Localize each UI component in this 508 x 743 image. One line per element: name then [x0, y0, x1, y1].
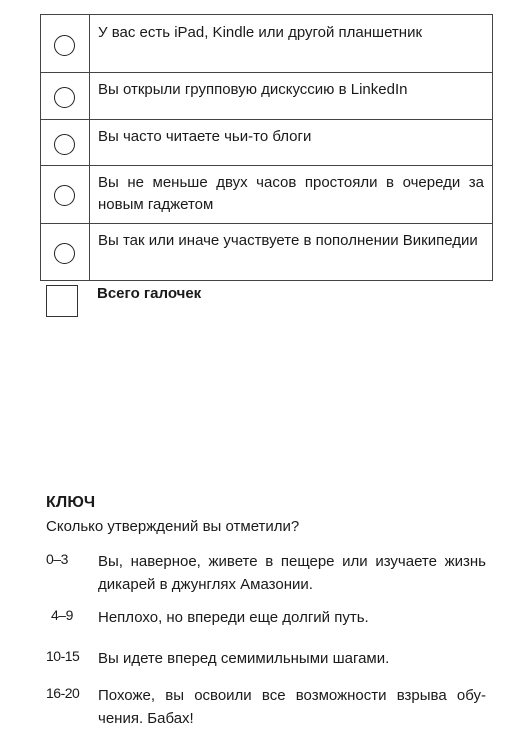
key-range-row — [46, 550, 486, 596]
checkbox-cell — [41, 166, 90, 223]
key-range-label: 16-20 — [46, 685, 80, 701]
checklist-item-text: Вы открыли групповую дискуссию в LinkedIn — [98, 81, 408, 98]
key-range-label: 0–3 — [46, 551, 68, 567]
key-range-text: Похоже, вы освоили все возможности взрыва обучения. Бабах! — [98, 687, 486, 727]
checklist-row — [40, 73, 493, 120]
key-range-text: Вы, наверное, живете в пещере или изучаете жизнь дикарей в джунглях Амазонии. — [98, 553, 486, 593]
total-label: Всего галочек — [97, 285, 202, 302]
key-range-text: Вы идете вперед семимильными шагами. — [98, 650, 390, 667]
checklist-table — [40, 14, 493, 281]
key-range-row — [46, 647, 486, 671]
key-range-row — [46, 606, 486, 630]
key-range-label: 4–9 — [51, 607, 73, 623]
checkbox-circle[interactable] — [54, 35, 75, 56]
checklist-item-text: Вы часто читаете чьи-то блоги — [98, 128, 312, 145]
key-question: Сколько утверждений вы отметили? — [46, 518, 300, 535]
checkbox-cell — [41, 15, 90, 72]
checkbox-circle[interactable] — [54, 185, 75, 206]
checklist-row — [40, 166, 493, 224]
checkbox-cell — [41, 224, 90, 280]
checkbox-cell — [41, 73, 90, 119]
total-count-box[interactable] — [46, 285, 78, 317]
key-range-text: Неплохо, но впереди еще долгий путь. — [98, 609, 369, 626]
checklist-item-text: Вы так или иначе участвуете в пополнении Википедии — [98, 232, 478, 249]
checklist-row — [40, 15, 493, 73]
checkbox-cell — [41, 120, 90, 165]
checkbox-circle[interactable] — [54, 134, 75, 155]
key-range-label: 10-15 — [46, 648, 80, 664]
checklist-row — [40, 120, 493, 166]
key-title: КЛЮЧ — [46, 494, 96, 511]
checklist-row — [40, 224, 493, 281]
checklist-item-text: У вас есть iPad, Kindle или другой планшетник — [98, 24, 423, 41]
checkbox-circle[interactable] — [54, 243, 75, 264]
checklist-item-text: Вы не меньше двух часов простояли в очереди за новым гаджетом — [98, 174, 484, 213]
checkbox-circle[interactable] — [54, 87, 75, 108]
key-range-row — [46, 684, 486, 730]
total-row — [40, 281, 493, 321]
